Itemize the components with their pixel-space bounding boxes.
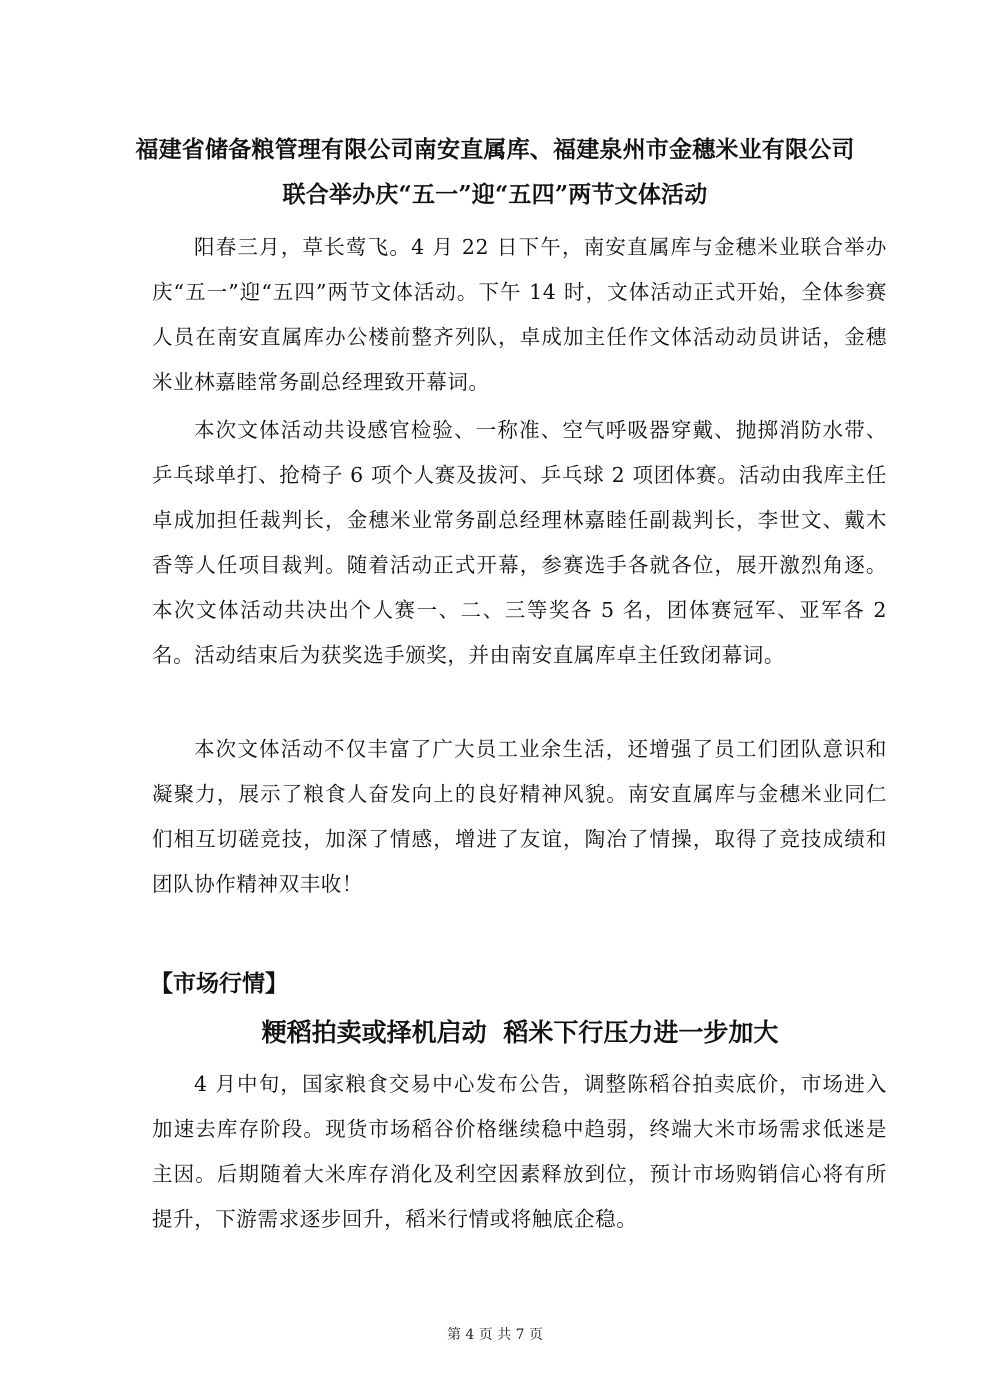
body-paragraph-1: 阳春三月，草长莺飞。4 月 22 日下午，南安直属库与金穗米业联合举办庆“五一”迎“五四”两节文体活动。下午 14 时，文体活动正式开始，全体参赛人员在南安直属库办公楼前整齐列队，卓成加主任作文体活动动员讲话，金穗米业林嘉睦常务副总经理致开幕词。	[152, 235, 887, 394]
document-title-line-2: 联合举办庆“五一”迎“五四”两节文体活动	[282, 181, 708, 208]
body-paragraph-3: 本次文体活动不仅丰富了广大员工业余生活，还增强了员工们团队意识和凝聚力，展示了粮食人奋发向上的良好精神风貌。南安直属库与金穗米业同仁们相互切磋竞技，加深了情感，增进了友谊，陶冶了情操，取得了竞技成绩和团队协作精神双丰收！	[152, 737, 887, 896]
page-number-footer: 第 4 页 共 7 页	[446, 1327, 544, 1343]
document-title-line-1: 福建省储备粮管理有限公司南安直属库、福建泉州市金穗米业有限公司	[135, 136, 855, 163]
market-section-heading: 【市场行情】	[150, 971, 288, 997]
market-article-title: 粳稻拍卖或择机启动 稻米下行压力进一步加大	[261, 1018, 779, 1047]
market-paragraph: 4 月中旬，国家粮食交易中心发布公告，调整陈稻谷拍卖底价，市场进入加速去库存阶段。现货市场稻谷价格继续稳中趋弱，终端大米市场需求低迷是主因。后期随着大米库存消化及利空因素释放到位，预计市场购销信心将有所提升，下游需求逐步回升，稻米行情或将触底企稳。	[152, 1072, 887, 1231]
body-paragraph-2: 本次文体活动共设感官检验、一称准、空气呼吸器穿戴、抛掷消防水带、乒乓球单打、抢椅子 6 项个人赛及拔河、乒乓球 2 项团体赛。活动由我库主任卓成加担任裁判长，金穗米业常务副总经理林嘉睦任副裁判长，李世文、戴木香等人任项目裁判。随着活动正式开幕，参赛选手各就各位，展开激烈角逐。本次文体活动共决出个人赛一、二、三等奖各 5 名，团体赛冠军、亚军各 2 名。活动结束后为获奖选手颁奖，并由南安直属库卓主任致闭幕词。	[152, 418, 887, 667]
